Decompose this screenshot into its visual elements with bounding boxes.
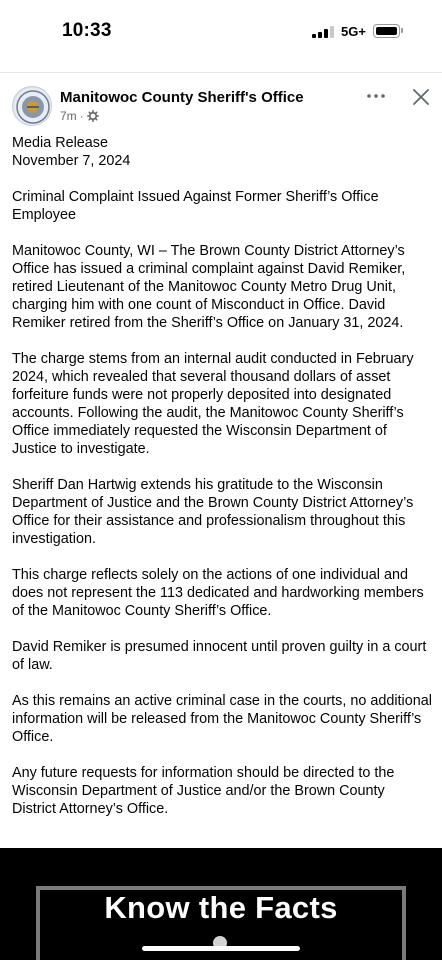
- post-time[interactable]: 7m: [60, 109, 77, 123]
- gear-icon: [87, 110, 99, 122]
- page-avatar[interactable]: [12, 86, 52, 126]
- release-label: Media Release: [12, 135, 108, 151]
- signal-strength-icon: [312, 26, 336, 38]
- signal-bar: [324, 29, 328, 38]
- release-date: November 7, 2024: [12, 153, 131, 169]
- post-meta: [60, 109, 99, 123]
- signal-bar: [312, 34, 316, 38]
- image-title: Know the Facts: [104, 890, 338, 925]
- post-paragraph: Any future requests for information should be directed to the Wisconsin Department of Justice and/or the Brown County District Attorney’s Office.: [12, 765, 395, 817]
- network-type: 5G+: [341, 24, 366, 39]
- more-options-button[interactable]: [364, 88, 388, 104]
- battery-icon: [373, 24, 400, 38]
- header-divider: [0, 72, 442, 73]
- battery-nub: [401, 28, 403, 33]
- page-name[interactable]: Manitowoc County Sheriff's Office: [60, 89, 304, 106]
- more-dots-icon: [364, 88, 388, 104]
- status-bar: [0, 0, 442, 66]
- post-paragraph: As this remains an active criminal case in the courts, no additional information will be released from the Manitowoc County Sheriff’s Office.: [12, 693, 432, 745]
- signal-bar: [318, 32, 322, 38]
- post-paragraph: Manitowoc County, WI – The Brown County District Attorney’s Office has issued a criminal complaint against David Remiker, retired Lieutenant of the Manitowoc County Metro Drug Unit, charging him with one count of Misconduct in Office. David Remiker retired from the Sheriff’s Office on January 31, 2024.: [12, 243, 406, 331]
- battery-fill: [376, 27, 397, 35]
- post-paragraph: Sheriff Dan Hartwig extends his gratitude to the Wisconsin Department of Justice and the Brown County District Attorney’s Office for their assistance and professionalism throughout this investigation.: [12, 477, 414, 547]
- close-icon: [410, 86, 432, 108]
- post-paragraph: Criminal Complaint Issued Against Former Sheriff’s Office Employee: [12, 189, 379, 223]
- close-button[interactable]: [410, 86, 432, 108]
- signal-bar: [330, 26, 334, 38]
- sheriff-seal-icon: [13, 87, 52, 126]
- post-paragraph: David Remiker is presumed innocent until proven guilty in a court of law.: [12, 639, 427, 673]
- release-heading: [12, 134, 432, 170]
- status-time: 10:33: [62, 20, 112, 41]
- post-paragraph: This charge reflects solely on the actions of one individual and does not represent the 113 dedicated and hardworking members of the Manitowoc County Sheriff’s Office.: [12, 567, 424, 619]
- meta-separator: ·: [79, 109, 84, 123]
- post-text: [12, 134, 432, 836]
- post-paragraph: The charge stems from an internal audit conducted in February 2024, which revealed that several thousand dollars of asset forfeiture funds were not properly deposited into designated accounts. Following the audit, the Manitowoc County Sheriff’s Office immediately requested the Wisconsin Department of Justice to investigate.: [12, 351, 414, 457]
- home-indicator[interactable]: [142, 946, 300, 951]
